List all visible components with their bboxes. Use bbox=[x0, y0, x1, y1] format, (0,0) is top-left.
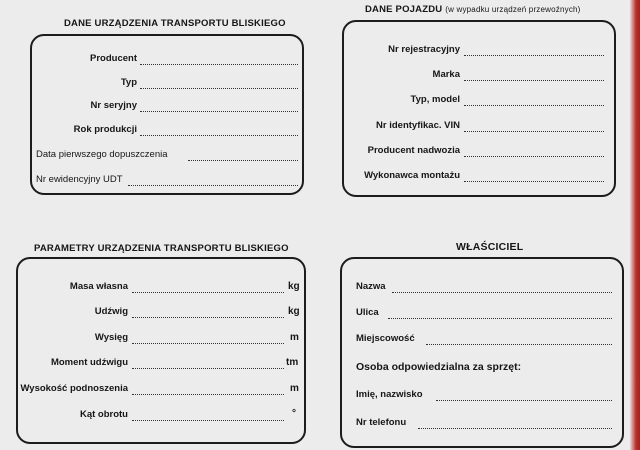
imie-nazwisko-line[interactable] bbox=[436, 400, 612, 401]
wysokosc-podnoszenia-unit: m bbox=[290, 383, 299, 394]
wysieg-unit: m bbox=[290, 332, 299, 343]
device-data-box: Producent Typ Nr seryjny Rok produkcji Data pierwszego dopuszczenia Nr ewidencyjny UDT bbox=[30, 34, 304, 195]
nazwa-line[interactable] bbox=[392, 292, 612, 293]
marka-line[interactable] bbox=[464, 80, 604, 81]
field-nazwa: Nazwa bbox=[356, 281, 386, 292]
udzwig-unit: kg bbox=[288, 306, 300, 317]
vehicle-section-subtitle: (w wypadku urządzeń przewoźnych) bbox=[445, 5, 581, 14]
vehicle-data-box: Nr rejestracyjny Marka Typ, model Nr identyfikac. VIN Producent nadwozia Wykonawca montażu bbox=[342, 20, 616, 197]
vin-line[interactable] bbox=[464, 131, 604, 132]
device-section-title: DANE URZĄDZENIA TRANSPORTU BLISKIEGO bbox=[64, 18, 286, 29]
owner-section-title: WŁAŚCICIEL bbox=[456, 241, 524, 253]
kat-obrotu-unit: ° bbox=[292, 408, 296, 419]
moment-udzwigu-unit: tm bbox=[286, 357, 299, 368]
params-box: Masa własna kg Udźwig kg Wysięg m Moment udźwigu tm Wysokość podnoszenia m Kąt obrotu ° bbox=[16, 257, 306, 444]
owner-box bbox=[340, 257, 624, 448]
miejscowosc-line[interactable] bbox=[426, 344, 612, 345]
nr-ewidencyjny-line[interactable] bbox=[128, 185, 298, 186]
vehicle-section-title: DANE POJAZDU (w wypadku urządzeń przewoźnych) bbox=[365, 4, 581, 15]
typ-line[interactable] bbox=[140, 88, 298, 89]
kat-obrotu-line[interactable] bbox=[132, 420, 284, 421]
typ-model-line[interactable] bbox=[464, 105, 604, 106]
producent-line[interactable] bbox=[140, 64, 298, 65]
field-nr-ewidencyjny: Nr ewidencyjny UDT bbox=[36, 174, 123, 185]
field-data-dopuszczenia: Data pierwszego dopuszczenia bbox=[36, 149, 168, 160]
udzwig-line[interactable] bbox=[132, 317, 284, 318]
nr-telefonu-line[interactable] bbox=[418, 428, 612, 429]
data-dopuszczenia-line[interactable] bbox=[188, 160, 298, 161]
moment-udzwigu-line[interactable] bbox=[132, 368, 284, 369]
wysokosc-podnoszenia-line[interactable] bbox=[132, 394, 284, 395]
ulica-line[interactable] bbox=[388, 318, 612, 319]
field-miejscowosc: Miejscowość bbox=[356, 333, 415, 344]
field-imie-nazwisko: Imię, nazwisko bbox=[356, 389, 423, 400]
wysieg-line[interactable] bbox=[132, 343, 284, 344]
masa-wlasna-line[interactable] bbox=[132, 292, 284, 293]
binder-spine bbox=[630, 0, 640, 450]
producent-nadwozia-line[interactable] bbox=[464, 156, 604, 157]
nr-seryjny-line[interactable] bbox=[140, 111, 298, 112]
field-ulica: Ulica bbox=[356, 307, 379, 318]
field-nr-telefonu: Nr telefonu bbox=[356, 417, 407, 428]
responsible-person-heading: Osoba odpowiedzialna za sprzęt: bbox=[356, 361, 522, 373]
params-section-title: PARAMETRY URZĄDZENIA TRANSPORTU BLISKIEGO bbox=[34, 243, 289, 254]
wykonawca-montazu-line[interactable] bbox=[464, 181, 604, 182]
masa-wlasna-unit: kg bbox=[288, 281, 300, 292]
rok-produkcji-line[interactable] bbox=[140, 135, 298, 136]
nr-rejestracyjny-line[interactable] bbox=[464, 55, 604, 56]
